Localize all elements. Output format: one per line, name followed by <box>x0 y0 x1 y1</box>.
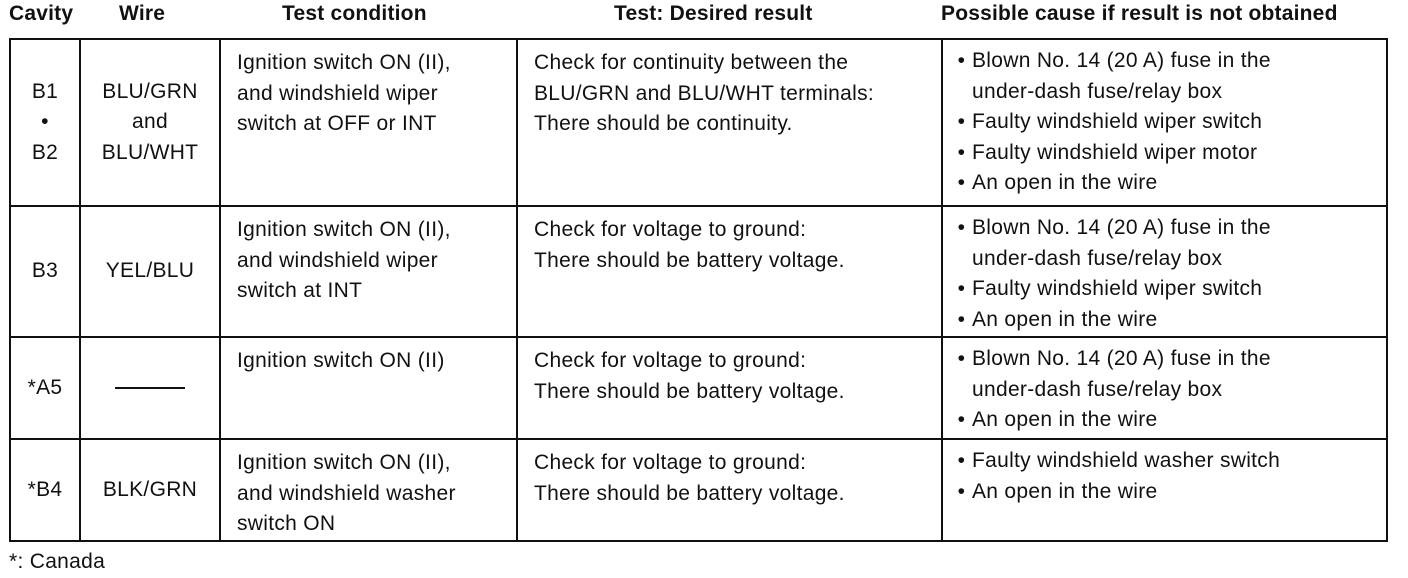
cavity-label: *B4 <box>27 477 63 501</box>
table-body <box>10 39 1387 541</box>
wire-cell <box>80 337 220 439</box>
wire-cell <box>80 439 220 541</box>
condition-cell <box>220 337 517 439</box>
cause-text: Blown No. 14 (20 A) fuse in the <box>972 347 1271 370</box>
wire-color: YEL/BLU <box>105 259 195 283</box>
cavity-label: • <box>41 110 49 134</box>
result-cell <box>517 39 942 206</box>
header-cavity: Cavity <box>9 2 74 25</box>
condition-cell <box>220 39 517 206</box>
condition-cell <box>220 439 517 541</box>
result-line: Check for voltage to ground: <box>534 218 807 241</box>
cavity-cell <box>10 439 80 541</box>
cause-text: An open in the wire <box>972 408 1158 431</box>
cavity-label: B2 <box>31 140 59 164</box>
condition-line: Ignition switch ON (II), <box>237 51 451 74</box>
result-line: BLU/GRN and BLU/WHT terminals: <box>534 81 875 105</box>
condition-line: switch ON <box>237 512 336 535</box>
dash-line <box>115 387 185 389</box>
bullet-icon: • <box>957 479 966 503</box>
cause-item <box>951 405 1386 436</box>
cause-cell <box>942 39 1387 206</box>
table-row <box>10 39 1387 206</box>
cause-text: An open in the wire <box>972 307 1158 331</box>
cause-cell <box>942 206 1387 337</box>
cavity-cell <box>10 39 80 206</box>
cause-cell <box>942 337 1387 439</box>
wire-color: BLU/WHT <box>101 140 199 164</box>
cavity-label: B1 <box>31 79 59 103</box>
bullet-icon: • <box>957 171 966 194</box>
condition-line: Ignition switch ON (II) <box>237 349 445 372</box>
cause-item <box>951 107 1386 138</box>
cavity-label: *A5 <box>27 375 63 399</box>
condition-cell <box>220 206 517 337</box>
cause-text: Faulty windshield wiper motor <box>972 140 1258 164</box>
cause-item <box>951 138 1386 169</box>
cause-text-continued: under-dash fuse/relay box <box>972 79 1223 103</box>
cause-text-continued: under-dash fuse/relay box <box>972 377 1223 401</box>
result-line: There should be battery voltage. <box>534 379 845 403</box>
condition-line: and windshield wiper <box>237 81 438 105</box>
wire-cell <box>80 206 220 337</box>
cause-text: Faulty windshield wiper switch <box>972 110 1263 133</box>
bullet-icon: • <box>957 110 966 133</box>
result-cell <box>517 439 942 541</box>
cause-item <box>951 477 1386 508</box>
cavity-label: B3 <box>31 259 59 283</box>
result-line: Check for voltage to ground: <box>534 451 807 474</box>
bullet-icon: • <box>957 449 966 472</box>
cause-item <box>951 213 1386 244</box>
bullet-icon: • <box>957 408 966 431</box>
condition-line: Ignition switch ON (II), <box>237 218 451 241</box>
bullet-icon: • <box>957 216 966 239</box>
cause-item <box>951 305 1386 336</box>
cause-item <box>951 344 1386 375</box>
header-desired-result: Test: Desired result <box>614 2 813 25</box>
cause-cell <box>942 439 1387 541</box>
wire-color: and <box>132 110 168 134</box>
header-wire: Wire <box>119 2 166 25</box>
cause-text: Blown No. 14 (20 A) fuse in the <box>972 49 1271 72</box>
condition-line: switch at INT <box>237 279 363 302</box>
result-line: There should be continuity. <box>534 112 793 135</box>
condition-line: switch at OFF or INT <box>237 112 437 135</box>
header-possible-cause: Possible cause if result is not obtained <box>941 2 1338 25</box>
table-row <box>10 337 1387 439</box>
wire-color: BLU/GRN <box>102 79 198 103</box>
result-line: There should be battery voltage. <box>534 248 845 272</box>
table-row <box>10 206 1387 337</box>
bullet-icon: • <box>957 347 966 370</box>
header-test-condition: Test condition <box>282 2 427 25</box>
bullet-icon: • <box>957 307 966 331</box>
wire-color: BLK/GRN <box>102 477 198 501</box>
result-line: There should be battery voltage. <box>534 481 845 505</box>
cause-text: Blown No. 14 (20 A) fuse in the <box>972 216 1271 239</box>
result-line: Check for continuity between the <box>534 51 849 74</box>
test-table <box>9 38 1388 542</box>
result-cell <box>517 206 942 337</box>
table-row <box>10 439 1387 541</box>
cause-text: Faulty windshield wiper switch <box>972 277 1263 300</box>
cause-text-continued: under-dash fuse/relay box <box>972 246 1223 270</box>
cause-item <box>951 46 1386 77</box>
cavity-cell <box>10 337 80 439</box>
bullet-icon: • <box>957 49 966 72</box>
cause-text: Faulty windshield washer switch <box>972 449 1281 472</box>
cause-item <box>951 446 1386 477</box>
cause-text: An open in the wire <box>972 171 1158 194</box>
bullet-icon: • <box>957 277 966 300</box>
bullet-icon: • <box>957 140 966 164</box>
cavity-cell <box>10 206 80 337</box>
condition-line: and windshield washer <box>237 481 456 505</box>
condition-line: and windshield wiper <box>237 248 438 272</box>
result-line: Check for voltage to ground: <box>534 349 807 372</box>
cause-text: An open in the wire <box>972 479 1158 503</box>
cause-item <box>951 274 1386 305</box>
cause-item <box>951 168 1386 199</box>
condition-line: Ignition switch ON (II), <box>237 451 451 474</box>
wire-cell <box>80 39 220 206</box>
result-cell <box>517 337 942 439</box>
footnote: *: Canada <box>9 550 106 573</box>
